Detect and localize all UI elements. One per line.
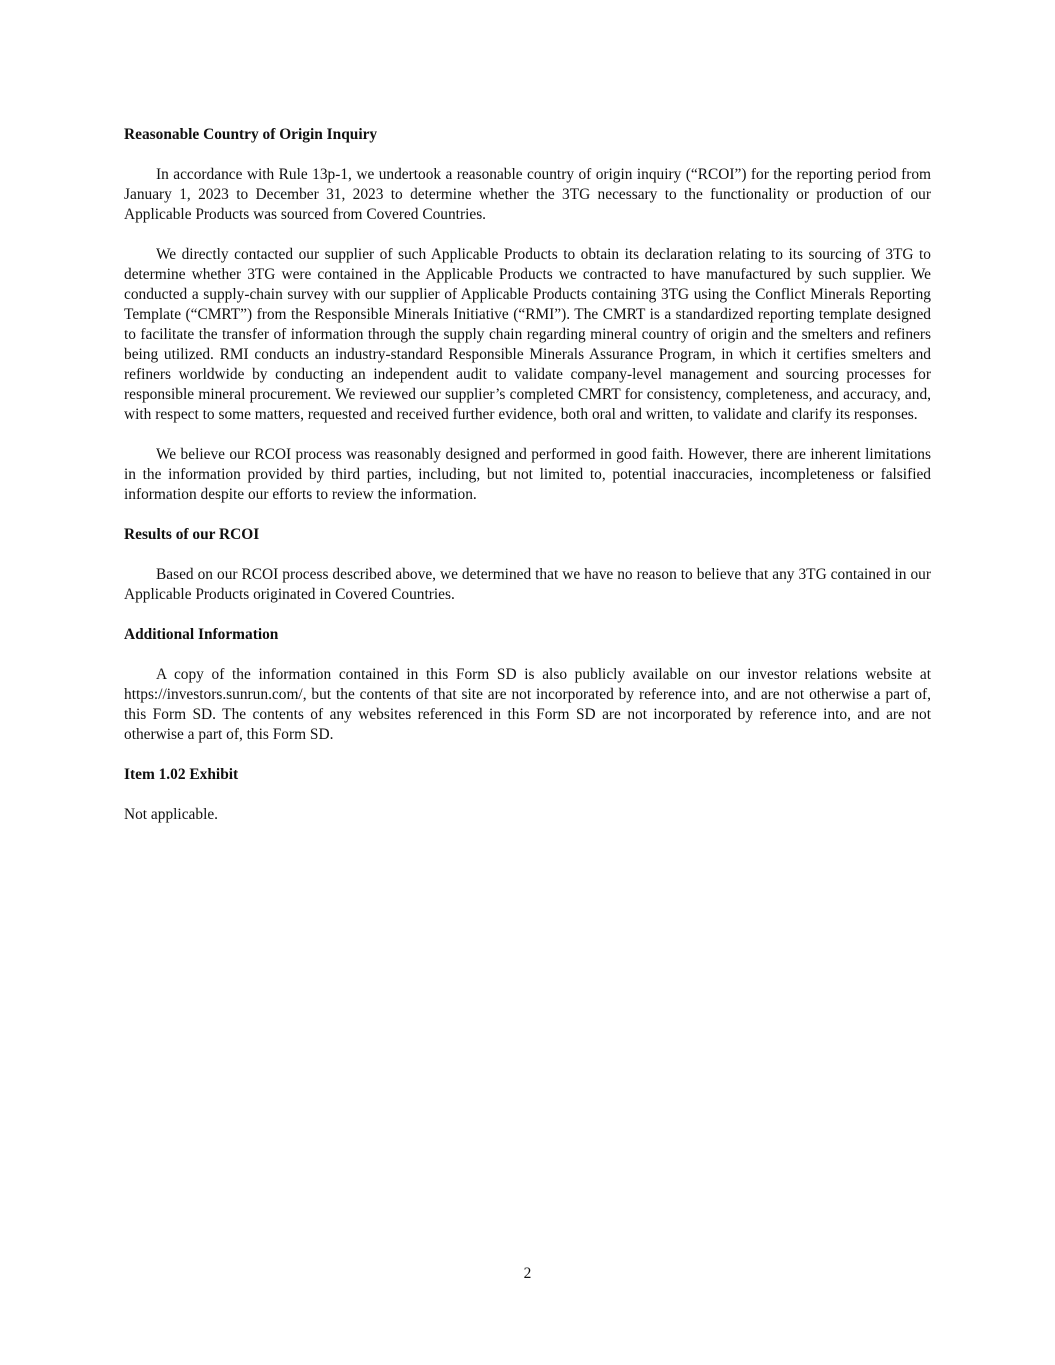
section-heading-additional: Additional Information bbox=[124, 626, 279, 643]
section-additional-information bbox=[124, 625, 931, 745]
page-number: 2 bbox=[523, 1265, 532, 1282]
section-rcoi bbox=[124, 125, 931, 505]
rcoi-paragraph-3: We believe our RCOI process was reasonably designed and performed in good faith. However, there are inherent limitations in the information provided by third parties, including, but not limited to, potential inaccuracies, incompleteness or falsified information despite our efforts to review the information. bbox=[124, 446, 931, 503]
rcoi-paragraph-1: In accordance with Rule 13p-1, we undertook a reasonable country of origin inquiry (“RCOI”) for the reporting period from January 1, 2023 to December 31, 2023 to determine whether the 3TG necessary to the functionality or production of our Applicable Products was sourced from Covered Countries. bbox=[124, 166, 931, 223]
section-heading-rcoi: Reasonable Country of Origin Inquiry bbox=[124, 126, 378, 143]
section-heading-results: Results of our RCOI bbox=[124, 526, 260, 543]
rcoi-paragraph-2: We directly contacted our supplier of such Applicable Products to obtain its declaration relating to its sourcing of 3TG to determine whether 3TG were contained in the Applicable Products we contracted to have manufactured by such supplier. We conducted a supply-chain survey with our supplier of Applicable Products containing 3TG using the Conflict Minerals Reporting Template (“CMRT”) from the Responsible Minerals Initiative (“RMI”). The CMRT is a standardized reporting template designed to facilitate the transfer of information through the supply chain regarding mineral country of origin and the smelters and refiners being utilized. RMI conducts an industry-standard Responsible Minerals Assurance Program, in which it certifies smelters and refiners worldwide by conducting an independent audit to validate company-level management and sourcing processes for responsible mineral procurement. We reviewed our supplier’s completed CMRT for consistency, completeness, and accuracy, and, with respect to some matters, requested and received further evidence, both oral and written, to validate and clarify its responses. bbox=[124, 246, 931, 423]
item-1-02-text: Not applicable. bbox=[124, 806, 219, 823]
additional-paragraph-1: A copy of the information contained in this Form SD is also publicly available on our investor relations website at https://investors.sunrun.com/, but the contents of that site are not incorporated by reference into, and are not otherwise a part of, this Form SD. The contents of any websites referenced in this Form SD are not incorporated by reference into, and are not otherwise a part of, this Form SD. bbox=[124, 666, 931, 743]
page-content bbox=[124, 125, 931, 825]
section-item-1-02 bbox=[124, 765, 931, 825]
results-paragraph-1: Based on our RCOI process described above, we determined that we have no reason to believe that any 3TG contained in our Applicable Products originated in Covered Countries. bbox=[124, 566, 931, 603]
section-heading-item-1-02: Item 1.02 Exhibit bbox=[124, 766, 239, 783]
section-results bbox=[124, 525, 931, 605]
